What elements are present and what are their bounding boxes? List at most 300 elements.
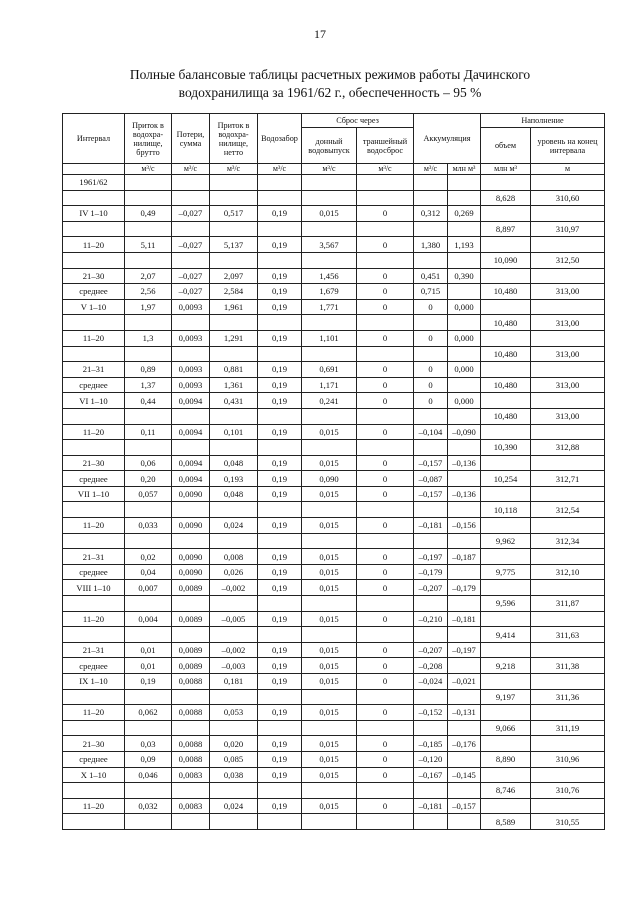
table-cell: 8,628 <box>481 190 531 206</box>
table-cell: –0,181 <box>448 611 481 627</box>
table-cell: 0,19 <box>258 330 302 346</box>
table-row <box>63 440 605 456</box>
table-cell <box>448 627 481 643</box>
table-cell: 310,55 <box>531 814 605 830</box>
interval-cell: 21–31 <box>63 549 125 565</box>
table-cell: 0 <box>414 299 448 315</box>
table-cell <box>210 175 258 191</box>
table-cell: 0,715 <box>414 284 448 300</box>
table-cell: 0 <box>357 549 414 565</box>
table-cell <box>531 268 605 284</box>
table-cell <box>302 221 357 237</box>
table-cell <box>172 315 210 331</box>
table-cell <box>172 346 210 362</box>
table-cell: 0,057 <box>125 486 172 502</box>
table-cell <box>448 533 481 549</box>
table-cell: 1,37 <box>125 377 172 393</box>
interval-cell: 11–20 <box>63 330 125 346</box>
table-cell <box>448 440 481 456</box>
table-cell: 0,0094 <box>172 471 210 487</box>
header-filling: Наполнение <box>481 114 605 128</box>
table-cell <box>448 252 481 268</box>
table-cell <box>414 627 448 643</box>
interval-cell: 11–20 <box>63 424 125 440</box>
table-row <box>63 237 605 253</box>
table-cell: –0,157 <box>414 486 448 502</box>
table-cell <box>414 596 448 612</box>
table-cell: –0,207 <box>414 580 448 596</box>
table-cell: 310,97 <box>531 221 605 237</box>
table-cell: 0,19 <box>258 518 302 534</box>
table-cell: 313,00 <box>531 315 605 331</box>
table-cell: 310,60 <box>531 190 605 206</box>
table-cell <box>172 627 210 643</box>
table-cell: 0 <box>357 611 414 627</box>
table-cell: 312,71 <box>531 471 605 487</box>
table-cell <box>302 175 357 191</box>
table-cell <box>414 221 448 237</box>
table-cell: 0,881 <box>210 362 258 378</box>
table-cell: 0,015 <box>302 455 357 471</box>
interval-cell <box>63 190 125 206</box>
table-cell: –0,003 <box>210 658 258 674</box>
table-cell <box>531 237 605 253</box>
table-cell: 8,890 <box>481 751 531 767</box>
interval-cell <box>63 315 125 331</box>
table-cell: 9,197 <box>481 689 531 705</box>
table-row <box>63 658 605 674</box>
table-cell: 312,88 <box>531 440 605 456</box>
table-row <box>63 751 605 767</box>
table-cell <box>302 689 357 705</box>
interval-cell: среднее <box>63 377 125 393</box>
header-losses: Потери, сумма <box>172 114 210 164</box>
table-cell: 0 <box>357 642 414 658</box>
table-cell <box>357 408 414 424</box>
table-cell <box>531 642 605 658</box>
table-cell: 5,137 <box>210 237 258 253</box>
table-cell: 0 <box>357 284 414 300</box>
table-cell: 0,691 <box>302 362 357 378</box>
table-cell: 0,19 <box>258 642 302 658</box>
table-cell <box>448 284 481 300</box>
table-cell <box>481 580 531 596</box>
table-cell: 0,0090 <box>172 486 210 502</box>
table-row <box>63 720 605 736</box>
table-cell <box>531 175 605 191</box>
table-cell <box>481 798 531 814</box>
unit-cell: м³/с <box>210 164 258 175</box>
table-cell: 0,015 <box>302 580 357 596</box>
table-cell <box>531 424 605 440</box>
table-cell <box>258 533 302 549</box>
table-cell <box>531 330 605 346</box>
table-cell: 0,19 <box>258 377 302 393</box>
interval-cell: 21–31 <box>63 362 125 378</box>
table-cell: 0,241 <box>302 393 357 409</box>
table-cell: 312,10 <box>531 564 605 580</box>
table-cell: –0,027 <box>172 284 210 300</box>
table-cell <box>481 767 531 783</box>
table-cell <box>414 175 448 191</box>
table-cell: 1,380 <box>414 237 448 253</box>
table-cell <box>258 408 302 424</box>
table-row <box>63 564 605 580</box>
title-line-2: водохранилища за 1961/62 г., обеспеченность – 95 % <box>178 85 482 100</box>
table-cell: 10,390 <box>481 440 531 456</box>
table-cell: 0,19 <box>258 268 302 284</box>
interval-cell: среднее <box>63 751 125 767</box>
unit-cell: м³/с <box>172 164 210 175</box>
table-cell <box>210 440 258 456</box>
table-cell: 0,451 <box>414 268 448 284</box>
table-row <box>63 268 605 284</box>
table-cell: 0,19 <box>258 471 302 487</box>
table-cell: 0,0093 <box>172 362 210 378</box>
table-cell: 0,0089 <box>172 658 210 674</box>
table-cell: –0,087 <box>414 471 448 487</box>
table-cell: 0,007 <box>125 580 172 596</box>
unit-cell: м³/с <box>414 164 448 175</box>
header-discharge-group: Сброс через <box>302 114 414 128</box>
table-cell: –0,120 <box>414 751 448 767</box>
table-cell <box>448 814 481 830</box>
table-cell <box>414 346 448 362</box>
table-cell: –0,179 <box>414 564 448 580</box>
table-cell <box>302 408 357 424</box>
table-cell: 0,000 <box>448 362 481 378</box>
table-cell <box>448 658 481 674</box>
table-cell <box>481 424 531 440</box>
table-cell <box>357 346 414 362</box>
table-cell <box>357 720 414 736</box>
table-cell: –0,210 <box>414 611 448 627</box>
unit-cell: млн м³ <box>481 164 531 175</box>
table-cell <box>481 549 531 565</box>
table-cell <box>302 252 357 268</box>
table-cell: 0 <box>357 393 414 409</box>
table-cell <box>481 393 531 409</box>
table-cell <box>258 502 302 518</box>
table-cell: 311,87 <box>531 596 605 612</box>
table-cell <box>125 175 172 191</box>
table-cell: 2,097 <box>210 268 258 284</box>
table-cell: 0,0090 <box>172 564 210 580</box>
header-trench-spillway: траншейный водосброс <box>357 128 414 164</box>
table-cell: 0,312 <box>414 206 448 222</box>
table-cell: –0,136 <box>448 486 481 502</box>
interval-cell <box>63 408 125 424</box>
table-cell <box>210 221 258 237</box>
table-cell <box>210 533 258 549</box>
interval-cell <box>63 440 125 456</box>
table-cell <box>481 175 531 191</box>
table-cell: 8,589 <box>481 814 531 830</box>
header-level-end: уровень на конец интервала <box>531 128 605 164</box>
table-cell <box>258 596 302 612</box>
table-cell: 0,024 <box>210 798 258 814</box>
table-cell <box>414 814 448 830</box>
table-cell: 10,480 <box>481 408 531 424</box>
table-cell: 9,962 <box>481 533 531 549</box>
table-cell: –0,157 <box>448 798 481 814</box>
table-cell: –0,027 <box>172 206 210 222</box>
table-cell: –0,024 <box>414 674 448 690</box>
table-cell: 0 <box>357 658 414 674</box>
table-cell: 8,897 <box>481 221 531 237</box>
table-cell: 0,19 <box>258 237 302 253</box>
table-cell: 312,34 <box>531 533 605 549</box>
table-cell: 0,015 <box>302 658 357 674</box>
table-cell <box>210 627 258 643</box>
table-cell: 0,015 <box>302 798 357 814</box>
table-cell <box>414 783 448 799</box>
table-cell: 0,015 <box>302 736 357 752</box>
table-cell: 0,19 <box>258 751 302 767</box>
header-interval: Интервал <box>63 114 125 164</box>
table-cell <box>125 252 172 268</box>
table-cell: 9,414 <box>481 627 531 643</box>
interval-cell: 11–20 <box>63 518 125 534</box>
table-row <box>63 518 605 534</box>
table-cell <box>302 502 357 518</box>
table-cell <box>481 486 531 502</box>
table-cell: 0,038 <box>210 767 258 783</box>
table-cell <box>357 440 414 456</box>
table-cell <box>357 533 414 549</box>
interval-cell: 11–20 <box>63 798 125 814</box>
table-cell: –0,152 <box>414 705 448 721</box>
table-cell <box>357 315 414 331</box>
table-cell <box>448 783 481 799</box>
table-cell: 0 <box>414 362 448 378</box>
table-cell <box>481 206 531 222</box>
table-cell <box>258 190 302 206</box>
table-cell: 0,015 <box>302 767 357 783</box>
table-cell <box>531 362 605 378</box>
table-cell <box>302 190 357 206</box>
table-cell: 0,015 <box>302 674 357 690</box>
table-cell <box>258 175 302 191</box>
table-cell: 0,0083 <box>172 798 210 814</box>
table-row <box>63 486 605 502</box>
table-cell <box>125 814 172 830</box>
table-cell: 0,19 <box>258 658 302 674</box>
title-line-1: Полные балансовые таблицы расчетных режимов работы Дачинского <box>129 67 531 82</box>
table-cell: 311,19 <box>531 720 605 736</box>
table-cell: 0 <box>414 330 448 346</box>
unit-cell: м <box>531 164 605 175</box>
table-cell: 0 <box>357 330 414 346</box>
interval-cell: IV 1–10 <box>63 206 125 222</box>
table-cell: 0,269 <box>448 206 481 222</box>
table-cell: –0,090 <box>448 424 481 440</box>
table-cell: 2,56 <box>125 284 172 300</box>
table-cell: 1,961 <box>210 299 258 315</box>
table-cell <box>172 720 210 736</box>
table-cell <box>448 720 481 736</box>
table-cell: 0,390 <box>448 268 481 284</box>
table-cell: 0,89 <box>125 362 172 378</box>
table-row <box>63 299 605 315</box>
table-cell <box>414 408 448 424</box>
table-cell: –0,167 <box>414 767 448 783</box>
table-cell: 0,02 <box>125 549 172 565</box>
table-cell: 0,020 <box>210 736 258 752</box>
table-cell: 10,480 <box>481 346 531 362</box>
table-cell <box>125 502 172 518</box>
table-cell: 9,218 <box>481 658 531 674</box>
table-cell: 0,101 <box>210 424 258 440</box>
table-cell: 0,000 <box>448 330 481 346</box>
table-cell: 0,0094 <box>172 424 210 440</box>
table-cell <box>531 299 605 315</box>
interval-cell <box>63 502 125 518</box>
table-cell: 0,015 <box>302 424 357 440</box>
interval-cell: 1961/62 <box>63 175 125 191</box>
table-row <box>63 221 605 237</box>
table-cell: 0,0088 <box>172 705 210 721</box>
table-cell <box>448 564 481 580</box>
table-cell <box>531 674 605 690</box>
table-cell <box>481 611 531 627</box>
interval-cell: VIII 1–10 <box>63 580 125 596</box>
unit-cell: м³/с <box>302 164 357 175</box>
interval-cell: VII 1–10 <box>63 486 125 502</box>
table-cell <box>357 252 414 268</box>
table-cell <box>258 720 302 736</box>
table-cell: 313,00 <box>531 346 605 362</box>
table-cell: 9,596 <box>481 596 531 612</box>
table-row <box>63 206 605 222</box>
table-cell: 0 <box>357 518 414 534</box>
table-cell: 0,19 <box>258 767 302 783</box>
table-cell <box>172 533 210 549</box>
table-cell <box>448 175 481 191</box>
table-cell: 0,0093 <box>172 299 210 315</box>
table-cell: 1,291 <box>210 330 258 346</box>
interval-cell <box>63 627 125 643</box>
table-cell: 0,015 <box>302 549 357 565</box>
table-cell <box>414 440 448 456</box>
table-cell <box>172 783 210 799</box>
table-cell: –0,002 <box>210 642 258 658</box>
interval-cell: VI 1–10 <box>63 393 125 409</box>
table-cell <box>531 206 605 222</box>
header-withdrawal: Водозабор <box>258 114 302 164</box>
table-cell <box>357 689 414 705</box>
table-cell: –0,187 <box>448 549 481 565</box>
table-cell: 0,024 <box>210 518 258 534</box>
table-cell: 0,11 <box>125 424 172 440</box>
table-cell: 1,3 <box>125 330 172 346</box>
table-cell <box>210 814 258 830</box>
interval-cell <box>63 596 125 612</box>
table-cell <box>531 518 605 534</box>
table-cell <box>258 689 302 705</box>
table-cell: 313,00 <box>531 284 605 300</box>
table-cell: 0,19 <box>258 393 302 409</box>
table-cell: 0,03 <box>125 736 172 752</box>
table-cell <box>414 720 448 736</box>
interval-cell <box>63 252 125 268</box>
interval-cell <box>63 783 125 799</box>
table-cell <box>172 502 210 518</box>
table-row <box>63 284 605 300</box>
unit-cell: м³/с <box>125 164 172 175</box>
table-cell <box>357 221 414 237</box>
table-cell: 0 <box>357 767 414 783</box>
table-cell: 310,76 <box>531 783 605 799</box>
table-cell: 9,066 <box>481 720 531 736</box>
table-cell: 0,015 <box>302 486 357 502</box>
table-cell <box>125 221 172 237</box>
table-cell: 0 <box>357 751 414 767</box>
table-cell <box>481 362 531 378</box>
table-cell: 10,090 <box>481 252 531 268</box>
table-cell: 0,004 <box>125 611 172 627</box>
table-cell: 0,19 <box>258 424 302 440</box>
header-bottom-outlet: донный водовыпуск <box>302 128 357 164</box>
table-row <box>63 814 605 830</box>
table-cell: –0,136 <box>448 455 481 471</box>
table-cell: 0,053 <box>210 705 258 721</box>
table-cell: 311,36 <box>531 689 605 705</box>
unit-cell: м³/с <box>357 164 414 175</box>
table-cell <box>531 486 605 502</box>
table-cell <box>258 315 302 331</box>
table-cell: 0,19 <box>258 705 302 721</box>
table-cell: 311,63 <box>531 627 605 643</box>
interval-cell <box>63 720 125 736</box>
table-cell <box>172 440 210 456</box>
table-cell: 0,44 <box>125 393 172 409</box>
table-row <box>63 424 605 440</box>
table-cell <box>302 440 357 456</box>
table-row <box>63 642 605 658</box>
table-cell <box>448 689 481 705</box>
table-cell <box>414 315 448 331</box>
table-cell: 313,00 <box>531 377 605 393</box>
table-cell <box>481 518 531 534</box>
table-cell <box>210 502 258 518</box>
table-row <box>63 252 605 268</box>
table-cell <box>258 627 302 643</box>
interval-cell <box>63 533 125 549</box>
table-cell <box>258 814 302 830</box>
interval-cell <box>63 221 125 237</box>
table-cell: 0 <box>357 206 414 222</box>
table-cell <box>481 705 531 721</box>
table-cell: 313,00 <box>531 408 605 424</box>
table-cell: 0 <box>357 798 414 814</box>
table-cell: 310,96 <box>531 751 605 767</box>
table-cell: 0,000 <box>448 299 481 315</box>
table-cell <box>414 252 448 268</box>
table-cell: 1,361 <box>210 377 258 393</box>
table-row <box>63 689 605 705</box>
table-cell: 0,046 <box>125 767 172 783</box>
table-cell <box>357 175 414 191</box>
table-cell: –0,179 <box>448 580 481 596</box>
table-row <box>63 408 605 424</box>
interval-cell <box>63 346 125 362</box>
interval-cell: V 1–10 <box>63 299 125 315</box>
table-cell <box>258 783 302 799</box>
table-cell <box>210 720 258 736</box>
table-cell: 0,19 <box>258 674 302 690</box>
balance-table <box>62 113 605 830</box>
